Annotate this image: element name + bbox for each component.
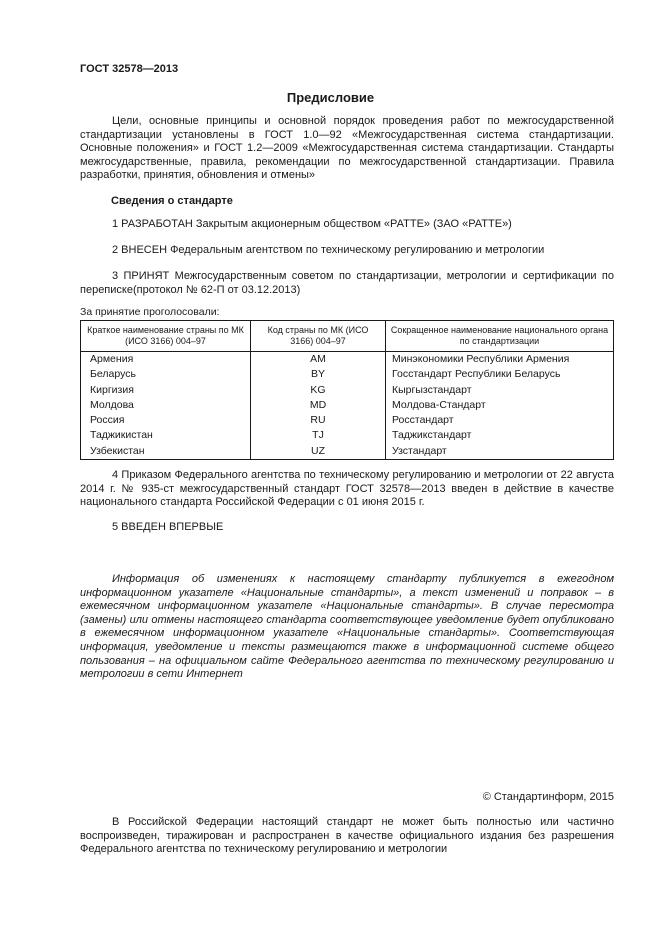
- country-name: Киргизия: [81, 383, 251, 398]
- item-1-developed: 1 РАЗРАБОТАН Закрытым акционерным обществом «РАТТЕ» (ЗАО «РАТТЕ»): [112, 218, 512, 230]
- standards-body: Таджикстандарт: [386, 428, 614, 443]
- standards-body: Госстандарт Республики Беларусь: [386, 367, 614, 382]
- table-header-country: Краткое наименование страны по МК (ИСО 3166) 004–97: [81, 321, 251, 352]
- country-code: AM: [251, 352, 386, 368]
- table-row: [81, 413, 614, 428]
- legal-notice-paragraph: В Российской Федерации настоящий стандарт не может быть полностью или частично воспроизведен, тиражирован и распространен в качестве официального издания без разрешения Федерального агентства по техническому регулированию и метрологии: [80, 816, 614, 856]
- table-header-body: Сокращенное наименование национального органа по стандартизации: [386, 321, 614, 352]
- table-row: [81, 444, 614, 460]
- table-row: [81, 383, 614, 398]
- table-header-row: [81, 321, 614, 352]
- copyright-line: © Стандартинформ, 2015: [482, 791, 614, 803]
- standards-body: Молдова-Стандарт: [386, 398, 614, 413]
- standards-body: Узстандарт: [386, 444, 614, 460]
- intro-paragraph: Цели, основные принципы и основной порядок проведения работ по межгосударственной стандартизации установлены в ГОСТ 1.0—92 «Межгосударственная система стандартизации. Основные положения» и ГОСТ 1.2—2009 «Межгосударственная система стандартизации. Стандарты межгосударственные, правила, рекомендации по межгосударственной стандартизации. Правила разработки, принятия, обновления и отмены»: [80, 115, 614, 182]
- page-title: Предисловие: [286, 90, 375, 105]
- info-heading: Сведения о стандарте: [111, 195, 233, 207]
- country-name: Таджикистан: [81, 428, 251, 443]
- standards-body: Росстандарт: [386, 413, 614, 428]
- changes-info-paragraph: Информация об изменениях к настоящему стандарту публикуется в ежегодном информационном указателе «Национальные стандарты», а текст изменений и поправок – в ежемесячном информационном указателе «Национальные стандарты». В случае пересмотра (замены) или отмены настоящего стандарта соответствующее уведомление будет опубликовано в ежемесячном информационном указателе «Национальные стандарты». Соответствующая информация, уведомление и тексты размещаются также в информационной системе общего пользования – на официальном сайте Федерального агентства по техническому регулированию и метрологии в сети Интернет: [80, 573, 614, 681]
- country-name: Россия: [81, 413, 251, 428]
- item-2-submitted: 2 ВНЕСЕН Федеральным агентством по техническому регулированию и метрологии: [112, 244, 545, 256]
- standard-code-header: ГОСТ 32578—2013: [80, 63, 179, 75]
- country-code: BY: [251, 367, 386, 382]
- country-name: Армения: [81, 352, 251, 368]
- table-row: [81, 398, 614, 413]
- voting-countries-table: [80, 320, 614, 460]
- standards-body: Минэкономики Республики Армения: [386, 352, 614, 368]
- item-5-first-introduced: 5 ВВЕДЕН ВПЕРВЫЕ: [112, 521, 224, 533]
- country-code: UZ: [251, 444, 386, 460]
- table-header-code: Код страны по МК (ИСО 3166) 004–97: [251, 321, 386, 352]
- country-name: Молдова: [81, 398, 251, 413]
- country-code: MD: [251, 398, 386, 413]
- country-name: Беларусь: [81, 367, 251, 382]
- country-name: Узбекистан: [81, 444, 251, 460]
- country-code: RU: [251, 413, 386, 428]
- country-code: TJ: [251, 428, 386, 443]
- item-3-adopted: 3 ПРИНЯТ Межгосударственным советом по стандартизации, метрологии и сертификации по переписке(протокол № 62-П от 03.12.2013): [80, 270, 614, 296]
- item-4-order: 4 Приказом Федерального агентства по техническому регулированию и метрологии от 22 августа 2014 г. № 935-ст межгосударственный стандарт ГОСТ 32578—2013 введен в действие в качестве национального стандарта Российской Федерации с 01 июня 2015 г.: [80, 469, 614, 509]
- country-code: KG: [251, 383, 386, 398]
- table-row: [81, 367, 614, 382]
- voting-label: За принятие проголосовали:: [80, 306, 220, 318]
- standards-body: Кыргызстандарт: [386, 383, 614, 398]
- table-row: [81, 352, 614, 368]
- table-row: [81, 428, 614, 443]
